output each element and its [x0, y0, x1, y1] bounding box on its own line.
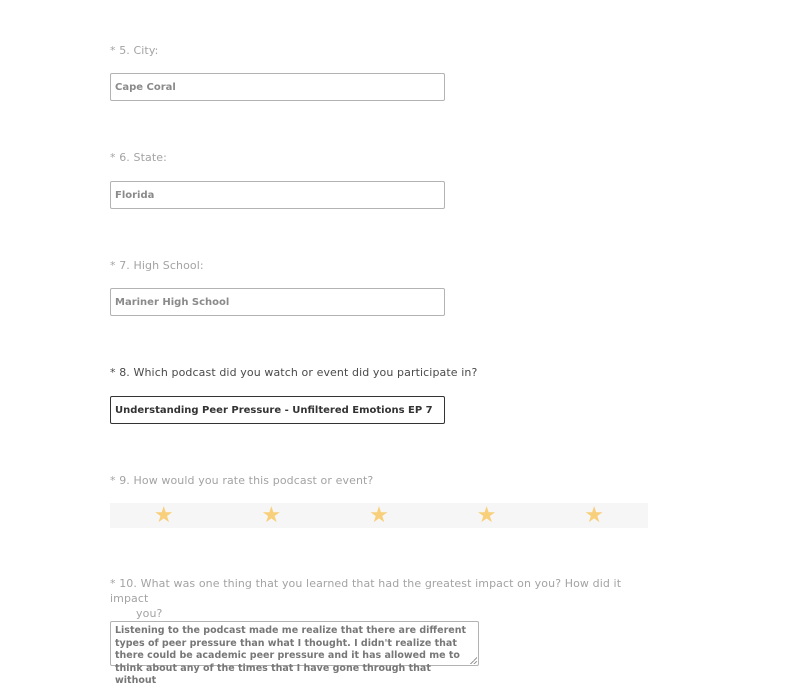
impact-question-label-line2: you? — [136, 607, 163, 620]
city-input[interactable] — [110, 73, 445, 101]
resize-handle-icon[interactable] — [470, 657, 477, 664]
state-question-label: * 6. State: — [110, 151, 167, 164]
podcast-question-label: * 8. Which podcast did you watch or event did you participate in? — [110, 366, 478, 379]
star-icon[interactable]: ★ — [153, 503, 174, 528]
high-school-question-label: * 7. High School: — [110, 259, 204, 272]
star-icon[interactable]: ★ — [584, 503, 605, 528]
star-icon[interactable]: ★ — [261, 503, 282, 528]
podcast-input[interactable] — [110, 396, 445, 424]
state-input[interactable] — [110, 181, 445, 209]
impact-question-label-line1: * 10. What was one thing that you learned that had the greatest impact on you? How did it impact — [110, 577, 622, 605]
city-question-label: * 5. City: — [110, 44, 159, 57]
impact-textarea-text: Listening to the podcast made me realize that there are different types of peer pressure than what I thought. I didn't realize that there could be academic peer pressure and it has allowed me to think about any of the times that I have gone through that without — [115, 625, 467, 686]
high-school-input[interactable] — [110, 288, 445, 316]
impact-textarea[interactable] — [110, 621, 479, 686]
impact-question-label — [110, 576, 650, 621]
star-icon[interactable]: ★ — [369, 503, 389, 528]
star-icon[interactable]: ★ — [476, 503, 497, 528]
rating-question-label: * 9. How would you rate this podcast or event? — [110, 474, 374, 487]
star-rating — [110, 503, 648, 528]
